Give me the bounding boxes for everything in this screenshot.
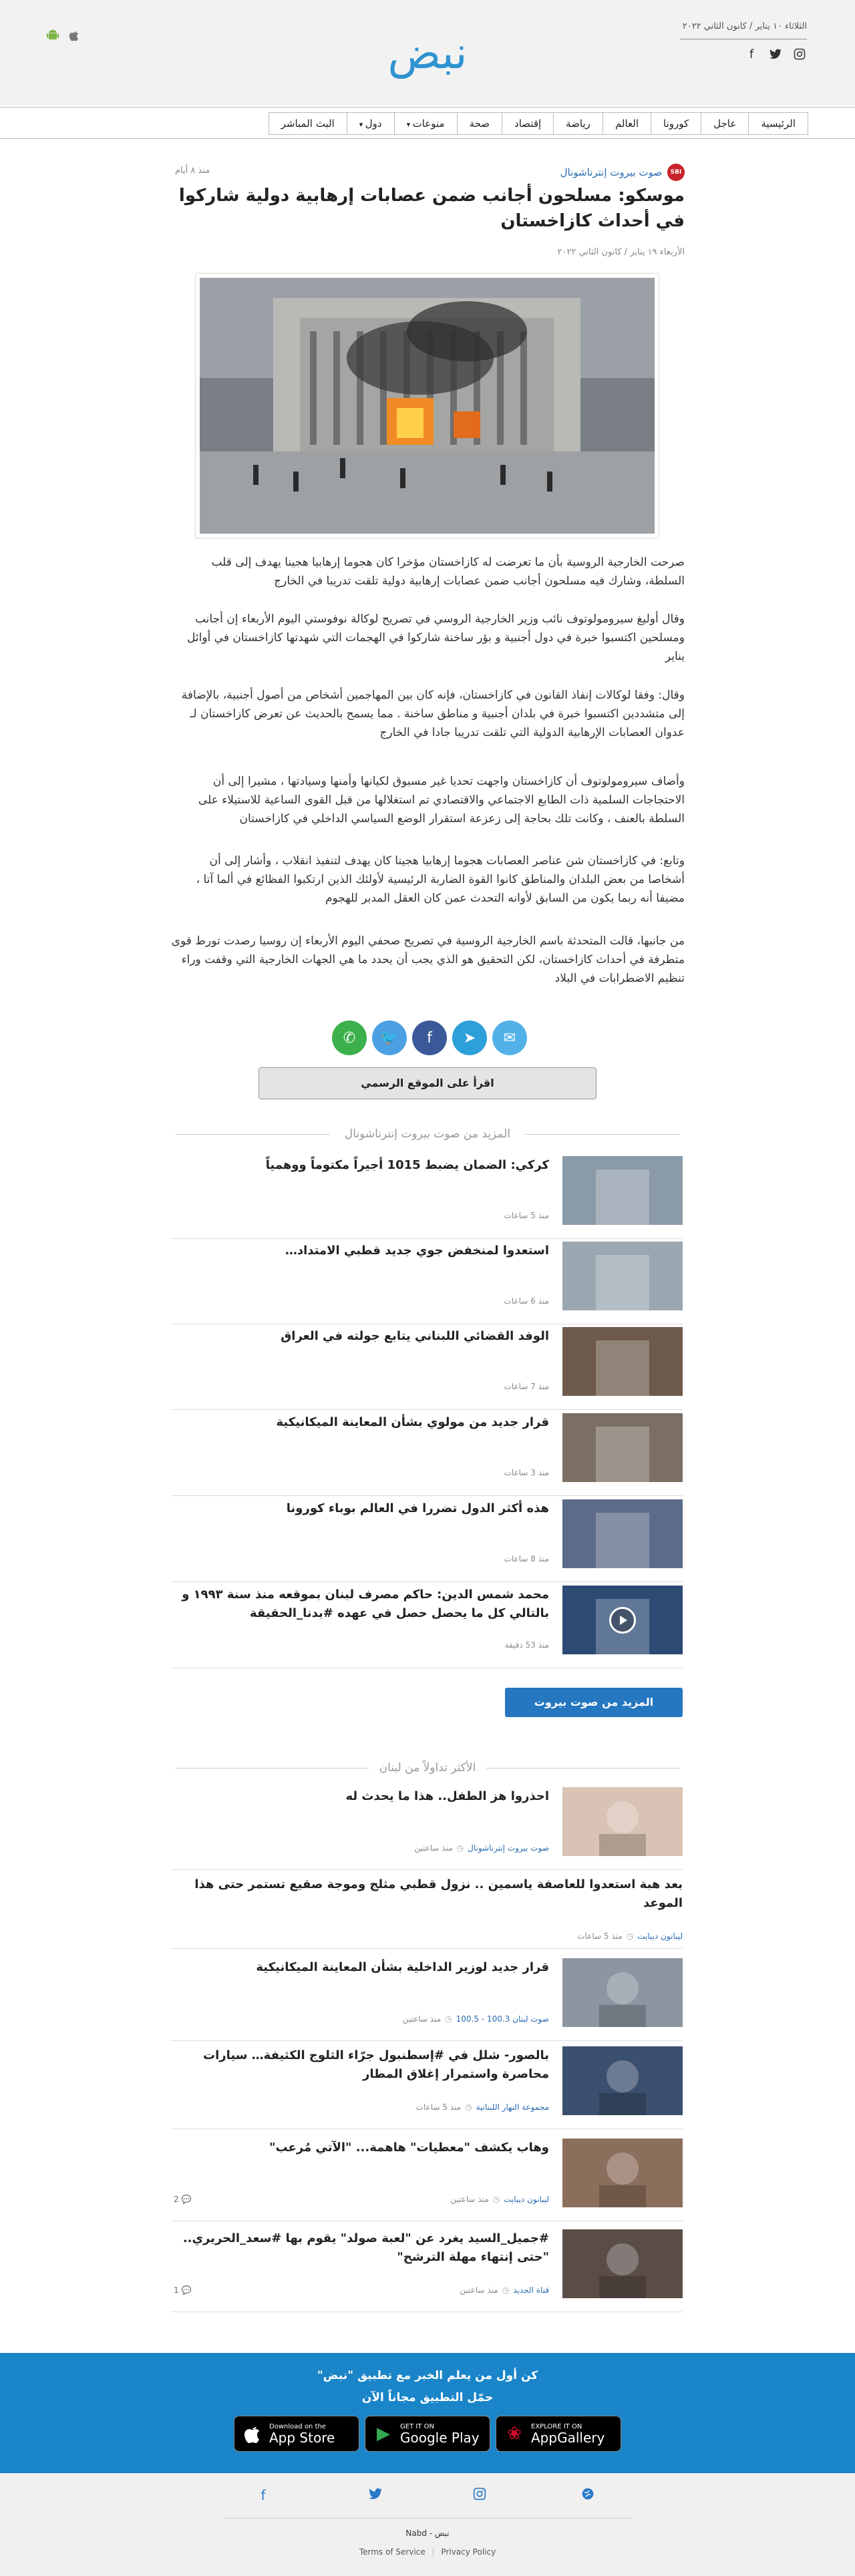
clock-icon: ◷ <box>445 2014 452 2024</box>
item-time: منذ 8 ساعات <box>504 1554 549 1563</box>
badge-small-text: EXPLORE IT ON <box>531 2422 582 2430</box>
article-paragraph: وقال: وفقا لوكالات إنفاذ القانون في كازاخستان، فإنه كان بين المهاجمين أشخاص من أصول أجنبية، بالإضافة إلى متشددين اكتسبوا خبرة في بلدان أجنبية و مناطق ساخنة . مما يسمح بالحديث عن تعرض كازاخستان لـ عدوان العصابات الإرهابية الدولية التي تلقت تدريبا جادا في الخارج <box>181 689 685 740</box>
item-thumbnail[interactable] <box>562 1958 683 2027</box>
comment-count[interactable]: 💬 1 <box>174 2285 192 2295</box>
most-read-heading: الأكثر تداولاً من لبنان <box>379 1761 476 1775</box>
footer-divider <box>224 2518 631 2519</box>
item-time: منذ ساعتين <box>402 2014 442 2024</box>
item-title[interactable]: هذه أكثر الدول تضررا في العالم بوباء كورونا <box>286 1501 549 1515</box>
privacy-link[interactable]: Privacy Policy <box>441 2547 496 2557</box>
item-time: منذ ساعتين <box>460 2285 498 2295</box>
header-social <box>744 47 807 61</box>
item-source[interactable]: مجموعة النهار اللبنانية <box>476 2102 549 2112</box>
clock-icon: ◷ <box>502 2285 510 2295</box>
list-item[interactable] <box>171 1156 683 1239</box>
android-icon[interactable] <box>45 28 60 43</box>
item-thumbnail[interactable] <box>562 2046 683 2115</box>
clock-icon: ◷ <box>456 1843 464 1853</box>
list-item[interactable] <box>171 2139 683 2221</box>
badge-large-text: Google Play <box>400 2429 480 2446</box>
nav-menu <box>269 112 808 135</box>
article-time: منذ ٨ أيام <box>175 166 210 176</box>
item-source[interactable]: ليبانون ديبايت <box>504 2195 549 2204</box>
comment-icon: 💬 <box>181 2195 192 2204</box>
instagram-icon[interactable] <box>472 2487 488 2503</box>
item-thumbnail[interactable] <box>562 1327 683 1396</box>
item-thumbnail[interactable] <box>562 2139 683 2207</box>
more-from-source-heading: المزيد من صوت بيروت إنترناشونال <box>344 1127 511 1141</box>
logo-text: نبض <box>387 27 468 79</box>
item-title[interactable]: احذروا هز الطفل.. هذا ما يحدث له <box>345 1789 549 1803</box>
facebook-icon[interactable]: f <box>261 2487 266 2503</box>
item-title[interactable]: وهاب يكشف "معطيات" هاهمة... "الآتي مُرعب" <box>269 2141 549 2155</box>
badge-large-text: App Store <box>269 2429 335 2446</box>
article-title: موسكو: مسلحون أجانب ضمن عصابات إرهابية دولية شاركوا في أحداث كازاخستان <box>178 186 685 231</box>
item-source[interactable]: ليبانون ديبايت <box>637 1931 683 1941</box>
item-time: منذ 7 ساعات <box>504 1382 549 1391</box>
read-official-button[interactable]: اقرأ على الموقع الرسمي <box>259 1067 596 1099</box>
item-time: منذ 5 ساعات <box>577 1931 623 1941</box>
twitter-icon[interactable]: 🐦 <box>372 1021 407 1055</box>
google-play-badge[interactable] <box>365 2416 490 2452</box>
list-item[interactable] <box>171 1413 683 1496</box>
list-item[interactable] <box>171 2046 683 2129</box>
twitter-icon[interactable] <box>367 2487 383 2503</box>
footer-links: Terms of Service | Privacy Policy <box>359 2547 496 2557</box>
nav-item[interactable]: البث المباشر <box>281 118 335 130</box>
comment-count[interactable]: 💬 2 <box>174 2195 192 2204</box>
huawei-icon: ❀ <box>507 2424 522 2444</box>
article-source[interactable] <box>560 164 685 181</box>
nav-item[interactable]: صحة <box>457 113 502 134</box>
huawei-badge[interactable] <box>496 2416 621 2452</box>
item-time: منذ 3 ساعات <box>504 1468 549 1477</box>
item-title[interactable]: الوفد القضائي اللبناني يتابع جولته في العراق <box>281 1329 549 1343</box>
nav-item[interactable]: العالم <box>603 113 651 134</box>
item-time: منذ 5 ساعات <box>415 2102 462 2112</box>
email-icon[interactable]: ✉ <box>492 1021 527 1055</box>
site-footer <box>0 2473 855 2576</box>
source-name[interactable]: صوت بيروت إنترناشونال <box>560 166 662 178</box>
share-buttons <box>332 1021 527 1055</box>
nabd-logo[interactable] <box>361 27 494 80</box>
list-item[interactable] <box>171 1787 683 1870</box>
item-thumbnail[interactable] <box>562 1787 683 1856</box>
item-thumbnail[interactable] <box>562 1242 683 1310</box>
header-date: الثلاثاء ١٠ يناير / كانون الثاني ٢٠٢٢ <box>682 21 807 31</box>
nav-item[interactable]: دول ▾ <box>347 113 394 134</box>
list-item[interactable] <box>171 1875 683 1949</box>
badge-small-text: GET IT ON <box>400 2422 434 2430</box>
badge-small-text: Download on the <box>269 2422 326 2430</box>
item-thumbnail[interactable] <box>562 1499 683 1568</box>
comment-icon: 💬 <box>181 2285 192 2295</box>
apple-icon <box>241 2422 264 2445</box>
item-time: منذ ساعتين <box>450 2195 489 2204</box>
section-divider <box>175 1134 330 1135</box>
item-thumbnail[interactable] <box>562 1156 683 1225</box>
article-paragraph: صرحت الخارجية الروسية بأن ما تعرضت له كازاخستان مؤخرا كان هجوما إرهابيا هجينا يهدف إلى قلب السلطة، وشارك فيه مسلحون أجانب ضمن عصابات إرهابية دولية تلقت تدريبا في الخارج <box>211 556 685 588</box>
clock-icon: ◷ <box>492 2195 500 2204</box>
source-logo: SBI <box>667 164 685 181</box>
app-promo-line2: حمّل التطبيق مجاناً الآن <box>361 2391 494 2404</box>
footer-brand: Nabd - نبض <box>405 2529 450 2538</box>
item-title[interactable]: قرار جديد من مولوي بشأن المعاينة الميكانيكية <box>276 1415 549 1429</box>
apple-icon[interactable] <box>67 28 81 43</box>
app-promo-line1: كن أول من يعلم الخبر مع تطبيق "نبض" <box>317 2369 538 2382</box>
item-time: منذ 53 دقيقة <box>504 1640 549 1650</box>
section-divider <box>525 1134 680 1135</box>
article-paragraph: وتابع: في كازاخستان شن عناصر العصابات هجوما إرهابيا هجينا كان يهدف لتنفيذ انقلاب ، وأشار إلى أن أشخاصا من بعض البلدان والمناطق كانوا القوة الضاربة الرئيسية لأولئك الذين ارتكبوا الفظائع في ألما آتا ، مضيفا أنه ربما يكون من السابق لأوانه التحدث عمن كان العقل المدبر للهجوم <box>196 854 685 906</box>
item-title[interactable]: #جميل_السيد يغرد عن "لعبة صولد" يقوم بها #سعد_الحريري.. "حتى إنتهاء مهلة الترشح" <box>182 2231 549 2264</box>
telegram-icon[interactable]: ➤ <box>452 1021 487 1055</box>
whatsapp-icon[interactable]: ✆ <box>332 1021 367 1055</box>
play-icon[interactable] <box>609 1607 636 1634</box>
item-time: منذ 5 ساعات <box>504 1211 549 1220</box>
item-source[interactable]: صوت بيروت إنترناشونال <box>468 1843 549 1853</box>
list-item[interactable] <box>171 2229 683 2312</box>
list-item[interactable] <box>171 1586 683 1668</box>
nav-item[interactable]: منوعات ▾ <box>394 113 457 134</box>
nav-item[interactable]: رياضة <box>553 113 603 134</box>
item-title[interactable]: بعد هبة استعدوا للعاصفة ياسمين .. نزول قطبي مثلج وموجة صقيع تستمر حتى هذا الموعد <box>194 1877 683 1910</box>
item-time: منذ ساعتين <box>414 1843 453 1853</box>
facebook-icon[interactable]: f <box>749 47 754 61</box>
article-photo <box>196 274 659 538</box>
list-item[interactable] <box>171 1499 683 1582</box>
section-divider <box>486 1768 680 1769</box>
badge-large-text: AppGallery <box>531 2429 605 2446</box>
item-source[interactable]: صوت لبنان 100.3 - 100.5 <box>456 2014 549 2024</box>
item-title[interactable]: قرار جديد لوزير الداخلية بشأن المعاينة الميكانيكية <box>256 1960 549 1974</box>
instagram-icon[interactable] <box>792 47 807 61</box>
section-divider <box>175 1768 369 1769</box>
item-source[interactable]: قناة الجديد <box>513 2285 549 2295</box>
nav-item[interactable]: عاجل <box>701 113 748 134</box>
apple-badge[interactable] <box>234 2416 359 2452</box>
clock-icon: ◷ <box>465 2102 472 2112</box>
terms-link[interactable]: Terms of Service <box>359 2547 425 2557</box>
more-from-source-button[interactable]: المزيد من صوت بيروت إنترناشونال <box>505 1688 683 1717</box>
list-item[interactable] <box>171 1958 683 2041</box>
web-icon[interactable] <box>580 2487 596 2503</box>
article-paragraph: وقال أوليغ سيرومولوتوف نائب وزير الخارجية الروسي في تصريح لوكالة نوفوستي اليوم الأربعاء إن أجانب ومسلحين اكتسبوا خبرة في دول أجنبية و بؤر ساخنة شاركوا في الهجمات التي شهدتها كازاخستان في أوائل يناير <box>187 612 685 664</box>
nav-item[interactable]: إقتصاد <box>502 113 553 134</box>
main-nav <box>0 107 855 139</box>
item-thumbnail[interactable] <box>562 1413 683 1482</box>
header-store-links <box>45 28 81 43</box>
facebook-icon[interactable]: f <box>412 1021 447 1055</box>
nav-item[interactable]: الرئيسية <box>748 113 808 134</box>
google-play-icon: ▶ <box>377 2424 390 2444</box>
article-paragraph: وأضاف سيرومولوتوف أن كازاخستان واجهت تحديا غير مسبوق لكيانها وأمنها وسيادتها ، مشيرا إلى أن الاحتجاجات السلمية ذات الطابع الاجتماعي والاقتصادي تم استغلالها من قبل القوى الساعية للاستيلاء على السلطة بالعنف ، وكانت تلك بحاجة إلى زعزعة استقرار الوضع السياسي الداخلي في كازاخستان <box>198 775 685 826</box>
item-time: منذ 6 ساعات <box>504 1296 549 1306</box>
clock-icon: ◷ <box>626 1931 634 1941</box>
item-title[interactable]: استعدوا لمنخفض جوي جديد قطبي الامتداد… <box>285 1244 549 1258</box>
list-item[interactable] <box>171 1327 683 1410</box>
item-title[interactable]: محمد شمس الدين: حاكم مصرف لبنان بموقعه منذ سنة ١٩٩٣ و بالتالي كل ما يحصل حصل في عهده #بدنا_الحقيقة <box>182 1588 549 1620</box>
article-paragraph: من جانبها، قالت المتحدثة باسم الخارجية الروسية في تصريح صحفي اليوم الأربعاء إن روسيا رصدت تورط قوى متطرفة في أحداث كازاخستان، لكن التحقيق هو الذي يجب أن يحدد ما هي الجهات الخارجية التي وقفت وراء تنظيم الاضطرابات في البلاد <box>171 934 685 986</box>
article-pubdate: الأربعاء ١٩ يناير / كانون الثاني ٢٠٢٢ <box>557 247 685 257</box>
item-title[interactable]: بالصور- شلل في #إسطنبول جرّاء الثلوج الكثيفة… سيارات محاصرة واستمرار إغلاق المطار <box>202 2048 549 2081</box>
item-title[interactable]: كركي: الضمان يضبط 1015 أجيراً مكتوماً ووهمياً <box>265 1158 549 1172</box>
item-thumbnail[interactable] <box>562 2229 683 2298</box>
item-thumbnail[interactable] <box>562 1586 683 1654</box>
twitter-icon[interactable] <box>768 47 783 61</box>
nav-item[interactable]: كورونا <box>651 113 701 134</box>
list-item[interactable] <box>171 1242 683 1324</box>
